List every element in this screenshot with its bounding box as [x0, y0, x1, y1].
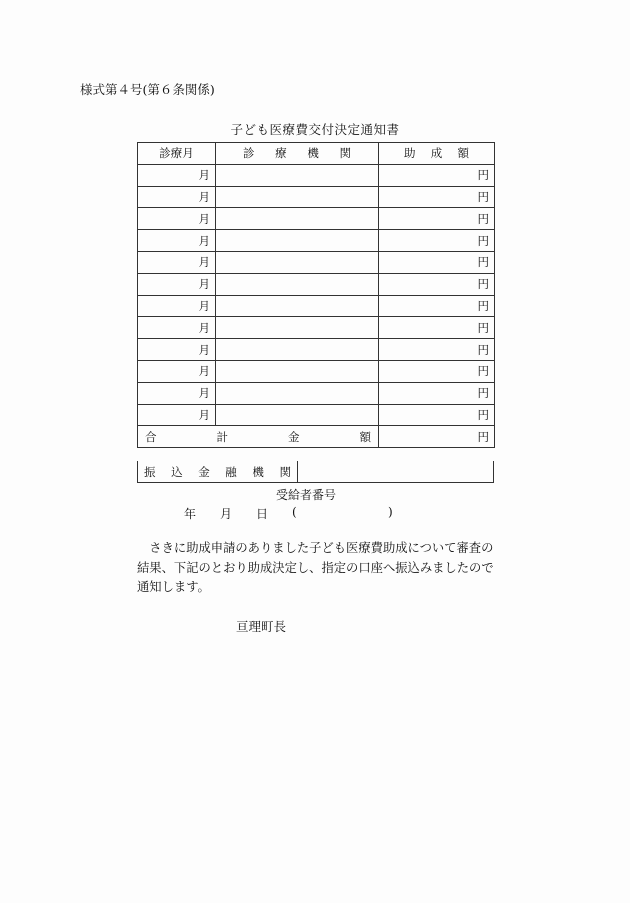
- institution-cell[interactable]: [216, 295, 379, 317]
- month-cell[interactable]: [138, 251, 216, 273]
- amount-unit: 円: [477, 320, 489, 335]
- date-open-paren: (: [292, 505, 297, 519]
- amount-unit: 円: [477, 189, 489, 204]
- total-label-char: 計: [216, 429, 228, 444]
- amount-unit: 円: [477, 168, 489, 183]
- month-cell[interactable]: [138, 317, 216, 339]
- amount-cell[interactable]: [379, 339, 495, 361]
- month-cell[interactable]: [138, 295, 216, 317]
- header-amount-char: 成: [430, 146, 443, 161]
- month-cell[interactable]: [138, 273, 216, 295]
- table-row: [138, 382, 495, 404]
- institution-cell[interactable]: [216, 208, 379, 230]
- table-row: [138, 230, 495, 252]
- institution-cell[interactable]: [216, 164, 379, 186]
- table-row: [138, 273, 495, 295]
- month-unit: 月: [198, 233, 210, 248]
- signer: 亘理町長: [236, 619, 287, 634]
- header-institution: [216, 143, 379, 165]
- table-row: [138, 251, 495, 273]
- amount-cell[interactable]: [379, 208, 495, 230]
- month-cell[interactable]: [138, 208, 216, 230]
- month-cell[interactable]: [138, 404, 216, 426]
- month-unit: 月: [198, 298, 210, 313]
- subsidy-table: [137, 142, 495, 448]
- bank-label-char: 込: [171, 464, 183, 479]
- amount-unit: 円: [477, 386, 489, 401]
- institution-cell[interactable]: [216, 382, 379, 404]
- table-header-row: [138, 143, 495, 165]
- bank-label-char: 機: [252, 464, 264, 479]
- total-label-char: 額: [359, 429, 371, 444]
- amount-unit: 円: [477, 364, 489, 379]
- date-line: [184, 505, 393, 522]
- table-row: [138, 317, 495, 339]
- institution-cell[interactable]: [216, 186, 379, 208]
- date-month: 月: [220, 507, 233, 521]
- table-row: [138, 295, 495, 317]
- bank-value-field[interactable]: [298, 461, 494, 483]
- header-institution-char: 診: [243, 146, 255, 161]
- month-cell[interactable]: [138, 382, 216, 404]
- recipient-number-label: 受給者番号: [276, 488, 337, 502]
- month-unit: 月: [198, 255, 210, 270]
- amount-cell[interactable]: [379, 360, 495, 382]
- header-amount: [379, 143, 495, 165]
- header-month: 診療月: [138, 143, 216, 165]
- document-title: 子ども医療費交付決定通知書: [230, 122, 400, 137]
- amount-unit: 円: [477, 298, 489, 313]
- total-label-char: 金: [288, 429, 300, 444]
- institution-cell[interactable]: [216, 230, 379, 252]
- header-amount-char: 額: [457, 146, 469, 161]
- amount-unit: 円: [477, 255, 489, 270]
- amount-cell[interactable]: [379, 295, 495, 317]
- date-day: 日: [256, 507, 269, 521]
- month-unit: 月: [198, 364, 210, 379]
- bank-row: [137, 461, 494, 483]
- total-row: [138, 426, 495, 448]
- month-cell[interactable]: [138, 186, 216, 208]
- table-row: [138, 360, 495, 382]
- amount-unit: 円: [477, 407, 489, 422]
- header-institution-char: 療: [275, 146, 287, 161]
- amount-unit: 円: [477, 342, 489, 357]
- month-cell[interactable]: [138, 339, 216, 361]
- month-unit: 月: [198, 277, 210, 292]
- month-unit: 月: [198, 189, 210, 204]
- date-year: 年: [184, 507, 197, 521]
- date-close-paren: ): [388, 505, 393, 519]
- institution-cell[interactable]: [216, 339, 379, 361]
- bank-label: [137, 461, 298, 483]
- amount-cell[interactable]: [379, 164, 495, 186]
- institution-cell[interactable]: [216, 251, 379, 273]
- header-amount-char: 助: [404, 146, 416, 161]
- institution-cell[interactable]: [216, 273, 379, 295]
- header-institution-char: 機: [307, 146, 319, 161]
- amount-cell[interactable]: [379, 317, 495, 339]
- bank-label-char: 振: [144, 464, 156, 479]
- month-unit: 月: [198, 320, 210, 335]
- table-row: [138, 164, 495, 186]
- amount-cell[interactable]: [379, 404, 495, 426]
- amount-unit: 円: [477, 277, 489, 292]
- month-cell[interactable]: [138, 360, 216, 382]
- total-amount-cell[interactable]: [379, 426, 495, 448]
- table-row: [138, 186, 495, 208]
- bank-label-char: 関: [279, 464, 291, 479]
- amount-cell[interactable]: [379, 273, 495, 295]
- amount-unit: 円: [477, 211, 489, 226]
- month-unit: 月: [198, 342, 210, 357]
- bank-label-char: 融: [225, 464, 237, 479]
- amount-unit: 円: [477, 233, 489, 248]
- institution-cell[interactable]: [216, 404, 379, 426]
- month-cell[interactable]: [138, 230, 216, 252]
- table-row: [138, 339, 495, 361]
- form-number: 様式第４号(第６条関係): [80, 82, 215, 97]
- bank-label-char: 金: [198, 464, 210, 479]
- amount-cell[interactable]: [379, 186, 495, 208]
- table-row: [138, 404, 495, 426]
- month-unit: 月: [198, 211, 210, 226]
- total-unit: 円: [477, 429, 489, 444]
- amount-cell[interactable]: [379, 382, 495, 404]
- month-unit: 月: [198, 168, 210, 183]
- month-unit: 月: [198, 407, 210, 422]
- month-unit: 月: [198, 386, 210, 401]
- table-row: [138, 208, 495, 230]
- notice-body: さきに助成申請のありました子ども医療費助成について審査の結果、下記のとおり助成決定し、指定の口座へ振込みましたので通知します。: [137, 541, 494, 594]
- institution-cell[interactable]: [216, 360, 379, 382]
- header-institution-char: 関: [339, 146, 351, 161]
- institution-cell[interactable]: [216, 317, 379, 339]
- amount-cell[interactable]: [379, 251, 495, 273]
- amount-cell[interactable]: [379, 230, 495, 252]
- month-cell[interactable]: [138, 164, 216, 186]
- total-label-char: 合: [145, 429, 157, 444]
- total-label: [138, 426, 379, 448]
